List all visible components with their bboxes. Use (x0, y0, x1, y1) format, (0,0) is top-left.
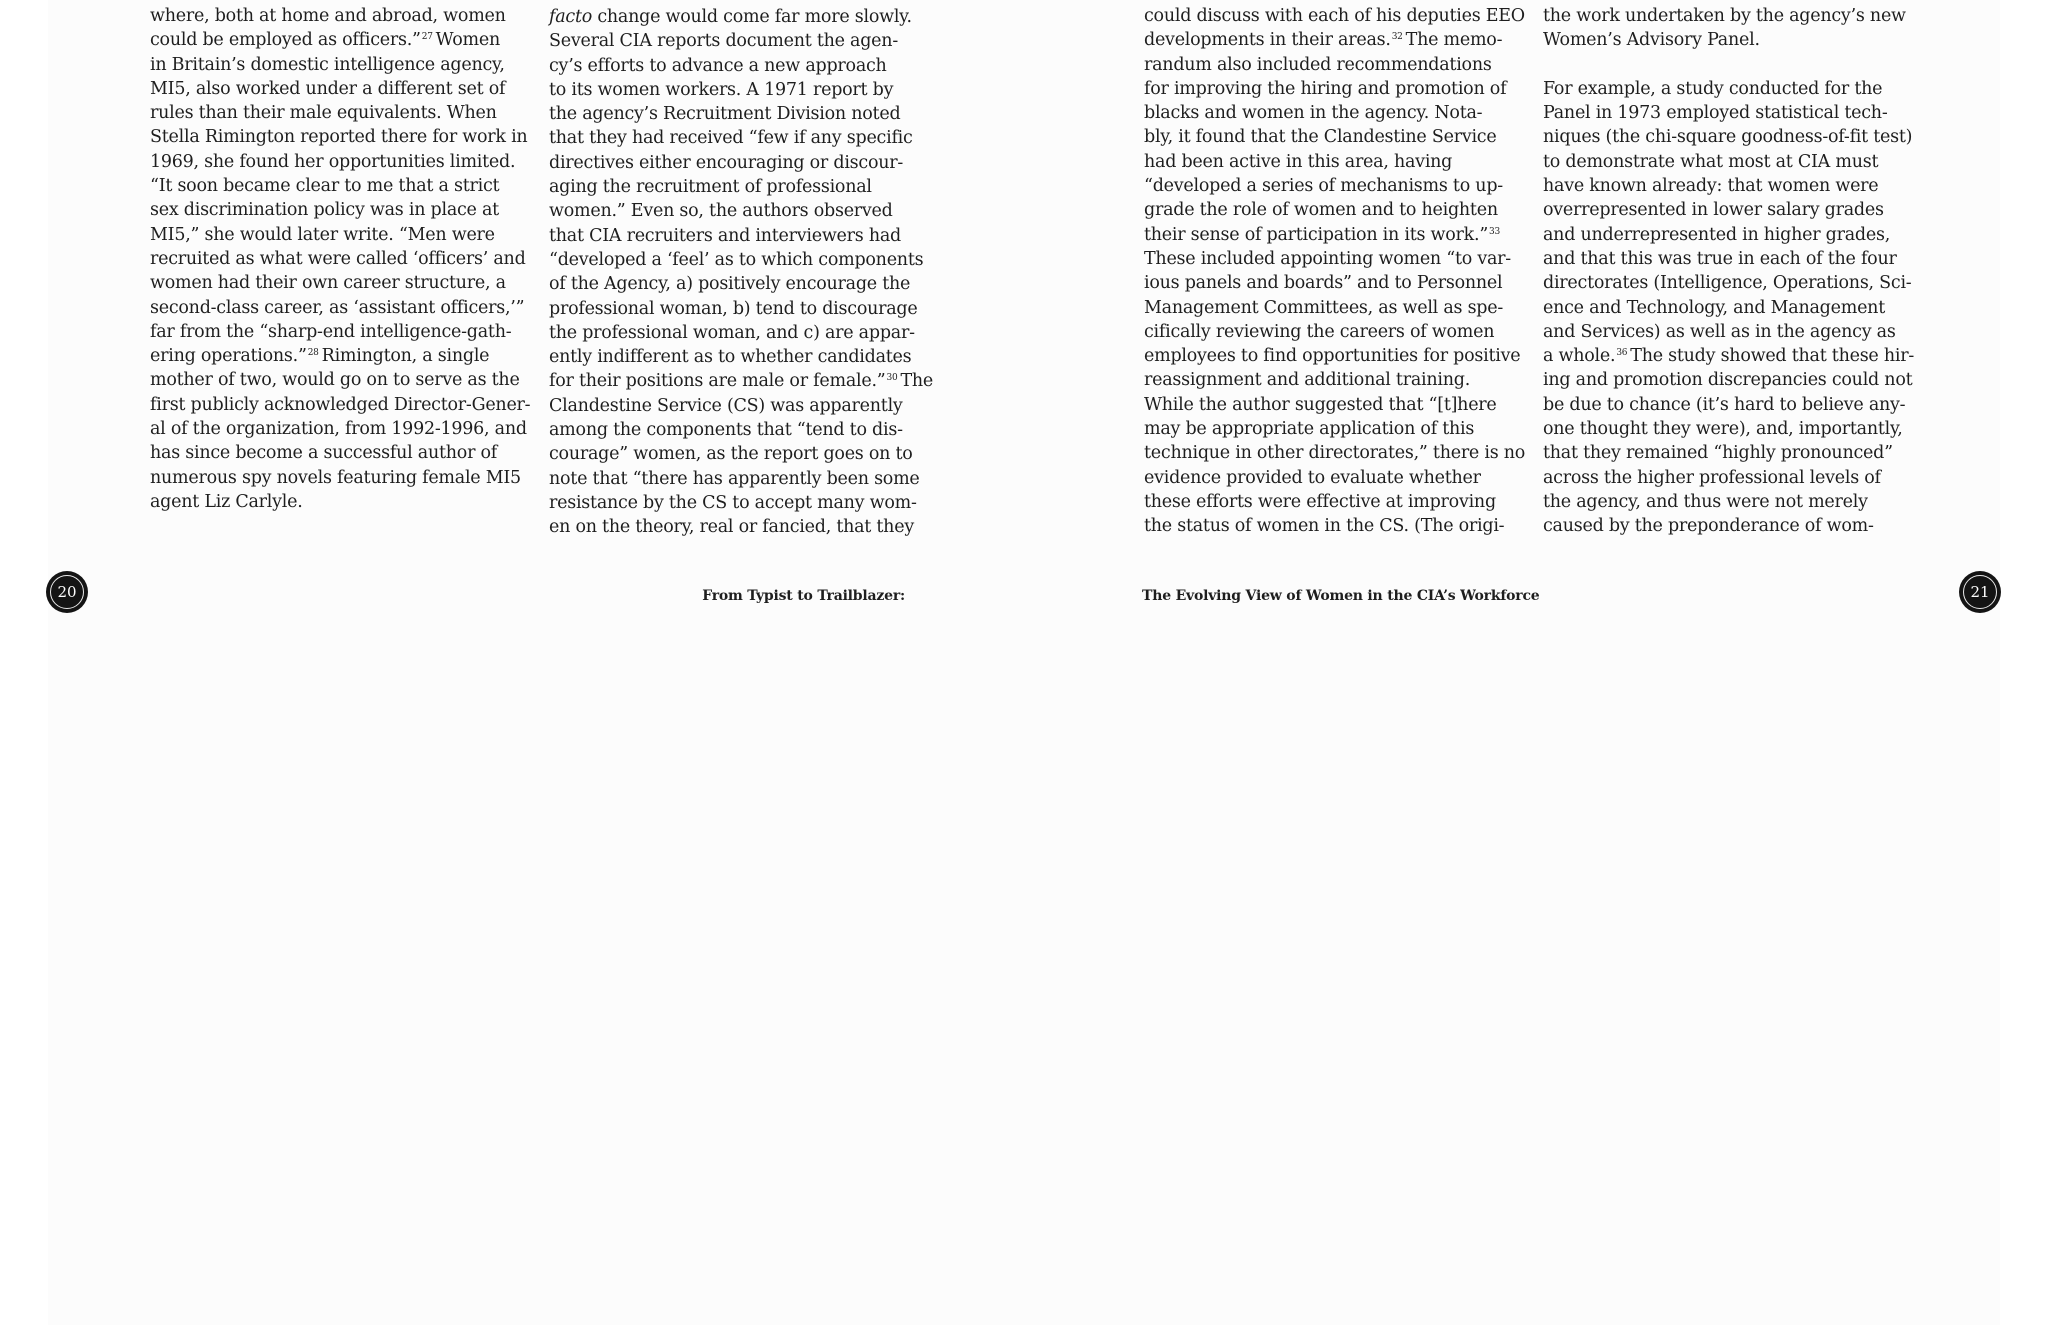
text-line (1543, 490, 1914, 514)
text-line (1144, 320, 1525, 344)
text-line (549, 199, 933, 223)
body-column-2 (549, 5, 933, 540)
line-text: ering operations.” (150, 346, 307, 367)
body-column-4 (1543, 4, 1914, 539)
page-number-left: 20 (57, 583, 77, 601)
text-line (1144, 101, 1525, 125)
line-text: be due to chance (it’s hard to believe any- (1543, 394, 1906, 415)
text-line (1144, 393, 1525, 417)
text-line (549, 418, 933, 442)
line-text: Panel in 1973 employed statistical tech- (1543, 103, 1888, 124)
line-text: the agency, and thus were not merely (1543, 491, 1868, 512)
line-text: cifically reviewing the careers of women (1144, 321, 1495, 342)
text-line (1543, 320, 1914, 344)
line-text: their sense of participation in its work.” (1144, 224, 1489, 245)
text-line (549, 151, 933, 175)
text-line (1144, 344, 1525, 368)
text-line (150, 368, 530, 392)
text-line (1144, 223, 1525, 247)
line-text: MI5, also worked under a different set of (150, 78, 506, 99)
text-line (1543, 514, 1914, 538)
footnote-marker: 33 (1489, 226, 1500, 237)
text-line (150, 174, 530, 198)
line-text: women.” Even so, the authors observed (549, 201, 893, 222)
line-text: sex discrimination policy was in place at (150, 200, 499, 221)
text-line (1543, 223, 1914, 247)
line-text: these efforts were effective at improving (1144, 491, 1496, 512)
text-line (1144, 77, 1525, 101)
text-line (1144, 4, 1525, 28)
text-line (549, 29, 933, 53)
line-text: For example, a study conducted for the (1543, 78, 1883, 99)
text-line (1543, 368, 1914, 392)
text-line (150, 223, 530, 247)
line-text: courage” women, as the report goes on to (549, 444, 913, 465)
text-line (1144, 490, 1525, 514)
text-line (1144, 514, 1525, 538)
text-line (1543, 101, 1914, 125)
line-text: ently indifferent as to whether candidates (549, 347, 912, 368)
line-text: second-class career, as ‘assistant officers,’” (150, 297, 525, 318)
line-text: rules than their male equivalents. When (150, 103, 497, 124)
line-text: in Britain’s domestic intelligence agency, (150, 54, 505, 75)
line-text: overrepresented in lower salary grades (1543, 200, 1884, 221)
line-text: Stella Rimington reported there for work in (150, 127, 528, 148)
text-line (1144, 296, 1525, 320)
running-head-left: From Typist to Trailblazer: (702, 588, 905, 604)
text-line (549, 394, 933, 418)
text-line (150, 4, 530, 28)
text-line (549, 126, 933, 150)
text-line (549, 491, 933, 515)
line-text: and underrepresented in higher grades, (1543, 224, 1891, 245)
line-text: developments in their areas. (1144, 30, 1391, 51)
text-line (549, 5, 933, 29)
text-line (1543, 296, 1914, 320)
line-text: employees to find opportunities for positive (1144, 346, 1521, 367)
running-head-right: The Evolving View of Women in the CIA’s Workforce (1142, 588, 1540, 604)
line-text: “It soon became clear to me that a strict (150, 176, 500, 197)
line-text-continued: The memo- (1405, 30, 1503, 51)
line-text: cy’s efforts to advance a new approach (549, 55, 887, 76)
line-text: professional woman, b) tend to discourage (549, 298, 918, 319)
line-text: the professional woman, and c) are appar- (549, 322, 915, 343)
line-text: numerous spy novels featuring female MI5 (150, 467, 521, 488)
line-text: grade the role of women and to heighten (1144, 200, 1498, 221)
line-text: change would come far more slowly. (592, 7, 912, 27)
line-text: the work undertaken by the agency’s new (1543, 6, 1906, 26)
paragraph-break (1543, 53, 1914, 77)
text-line (1144, 150, 1525, 174)
line-text: could discuss with each of his deputies EEO (1144, 6, 1525, 26)
text-line (150, 466, 530, 490)
page-number-badge-right (1960, 572, 2000, 612)
line-text: These included appointing women “to var- (1144, 248, 1511, 269)
text-line (1144, 28, 1525, 52)
text-line (1144, 174, 1525, 198)
text-line (1543, 247, 1914, 271)
footnote-marker: 32 (1391, 32, 1403, 43)
line-text: to demonstrate what most at CIA must (1543, 151, 1879, 172)
text-line (549, 175, 933, 199)
text-line (549, 272, 933, 296)
line-text: a whole. (1543, 346, 1616, 367)
text-line (1144, 247, 1525, 271)
line-text: reassignment and additional training. (1144, 370, 1471, 391)
line-text: Several CIA reports document the agen- (549, 31, 898, 52)
text-line (549, 467, 933, 491)
text-line (150, 125, 530, 149)
footnote-marker: 36 (1616, 348, 1628, 359)
line-text: While the author suggested that “[t]here (1144, 394, 1497, 415)
line-text: MI5,” she would later write. “Men were (150, 224, 495, 245)
text-line (150, 344, 530, 368)
line-text: may be appropriate application of this (1144, 419, 1475, 440)
line-text: niques (the chi-square goodness-of-fit test) (1543, 127, 1913, 148)
line-text: mother of two, would go on to serve as the (150, 370, 520, 391)
text-line (150, 271, 530, 295)
line-text: ious panels and boards” and to Personnel (1144, 273, 1503, 294)
line-text: of the Agency, a) positively encourage the (549, 274, 911, 295)
line-text: the status of women in the CS. (The origi- (1144, 516, 1505, 537)
line-text: far from the “sharp-end intelligence-gath- (150, 321, 512, 342)
text-line (150, 198, 530, 222)
line-text: Women’s Advisory Panel. (1543, 30, 1760, 51)
text-line (1144, 466, 1525, 490)
text-line (150, 490, 530, 514)
text-line (549, 345, 933, 369)
line-text-continued: The study showed that these hir- (1630, 346, 1914, 367)
footnote-marker: 30 (886, 373, 898, 384)
text-line (1543, 417, 1914, 441)
text-line (1543, 77, 1914, 101)
text-line (1144, 53, 1525, 77)
text-line (549, 297, 933, 321)
line-text: the agency’s Recruitment Division noted (549, 104, 901, 125)
line-text: agent Liz Carlyle. (150, 491, 303, 512)
text-line (1543, 393, 1914, 417)
line-text-continued: Rimington, a single (321, 346, 490, 367)
text-line (1144, 368, 1525, 392)
text-line (549, 78, 933, 102)
line-text: ence and Technology, and Management (1543, 297, 1885, 318)
text-line (549, 102, 933, 126)
line-text: evidence provided to evaluate whether (1144, 467, 1481, 488)
text-line (1144, 441, 1525, 465)
line-text: “developed a ‘feel’ as to which components (549, 249, 924, 270)
line-text: resistance by the CS to accept many wom- (549, 492, 917, 513)
line-text: al of the organization, from 1992-1996, and (150, 419, 527, 440)
footnote-marker: 27 (421, 32, 433, 43)
text-line (1543, 271, 1914, 295)
line-text: one thought they were), and, importantly, (1543, 419, 1903, 440)
page-number-right: 21 (1970, 583, 1990, 601)
text-line (150, 417, 530, 441)
text-line (1543, 150, 1914, 174)
line-text: recruited as what were called ‘officers’ and (150, 248, 526, 269)
text-line (549, 54, 933, 78)
line-text: had been active in this area, having (1144, 151, 1453, 172)
text-line (150, 150, 530, 174)
body-column-3 (1144, 4, 1525, 539)
text-line (1144, 125, 1525, 149)
line-text: that CIA recruiters and interviewers had (549, 225, 901, 246)
text-line (150, 101, 530, 125)
text-line (1543, 174, 1914, 198)
line-text: for improving the hiring and promotion of (1144, 78, 1507, 99)
text-line (549, 321, 933, 345)
text-line (1144, 198, 1525, 222)
text-line (150, 393, 530, 417)
line-text: Management Committees, as well as spe- (1144, 297, 1504, 318)
italic-text: facto (549, 7, 593, 27)
line-text: bly, it found that the Clandestine Service (1144, 127, 1497, 148)
text-line (1543, 441, 1914, 465)
line-text: ing and promotion discrepancies could not (1543, 370, 1913, 391)
line-text-continued: The (900, 371, 933, 392)
footnote-marker: 28 (307, 348, 319, 359)
text-line (150, 28, 530, 52)
line-text-continued: Women (435, 30, 500, 51)
text-line (1543, 4, 1914, 28)
line-text: and Services) as well as in the agency as (1543, 321, 1896, 342)
line-text: directives either encouraging or discour- (549, 152, 904, 173)
line-text: 1969, she found her opportunities limited. (150, 151, 516, 172)
text-line (1543, 344, 1914, 368)
line-text: where, both at home and abroad, women (150, 6, 506, 26)
line-text: have known already: that women were (1543, 176, 1879, 197)
line-text: aging the recruitment of professional (549, 177, 872, 198)
text-line (549, 442, 933, 466)
line-text: that they had received “few if any specific (549, 128, 913, 149)
line-text: to its women workers. A 1971 report by (549, 79, 894, 100)
line-text: that they remained “highly pronounced” (1543, 443, 1893, 464)
line-text: randum also included recommendations (1144, 54, 1492, 75)
text-line (150, 77, 530, 101)
line-text: for their positions are male or female.” (549, 371, 886, 392)
line-text: across the higher professional levels of (1543, 467, 1881, 488)
text-line (150, 441, 530, 465)
line-text: has since become a successful author of (150, 443, 498, 464)
text-line (549, 515, 933, 539)
text-line (1144, 271, 1525, 295)
line-text: en on the theory, real or fancied, that they (549, 517, 914, 538)
page-number-badge-left (47, 572, 87, 612)
line-text: directorates (Intelligence, Operations, Sci- (1543, 273, 1912, 294)
text-line (1543, 466, 1914, 490)
body-column-1 (150, 4, 530, 514)
line-text: among the components that “tend to dis- (549, 420, 903, 441)
line-text: Clandestine Service (CS) was apparently (549, 395, 903, 416)
line-text: “developed a series of mechanisms to up- (1144, 176, 1503, 197)
line-text: women had their own career structure, a (150, 273, 506, 294)
line-text: technique in other directorates,” there is no (1144, 443, 1526, 464)
text-line (549, 224, 933, 248)
text-line (1543, 125, 1914, 149)
line-text: note that “there has apparently been some (549, 468, 920, 489)
text-line (1543, 28, 1914, 52)
text-line (150, 247, 530, 271)
text-line (1543, 198, 1914, 222)
line-text: could be employed as officers.” (150, 30, 421, 51)
text-line (549, 248, 933, 272)
text-line (150, 320, 530, 344)
line-text: and that this was true in each of the four (1543, 248, 1897, 269)
line-text: blacks and women in the agency. Nota- (1144, 103, 1483, 124)
text-line (150, 296, 530, 320)
text-line (150, 53, 530, 77)
line-text: first publicly acknowledged Director-Gener- (150, 394, 531, 415)
line-text: caused by the preponderance of wom- (1543, 516, 1874, 537)
text-line (549, 369, 933, 393)
text-line (1144, 417, 1525, 441)
